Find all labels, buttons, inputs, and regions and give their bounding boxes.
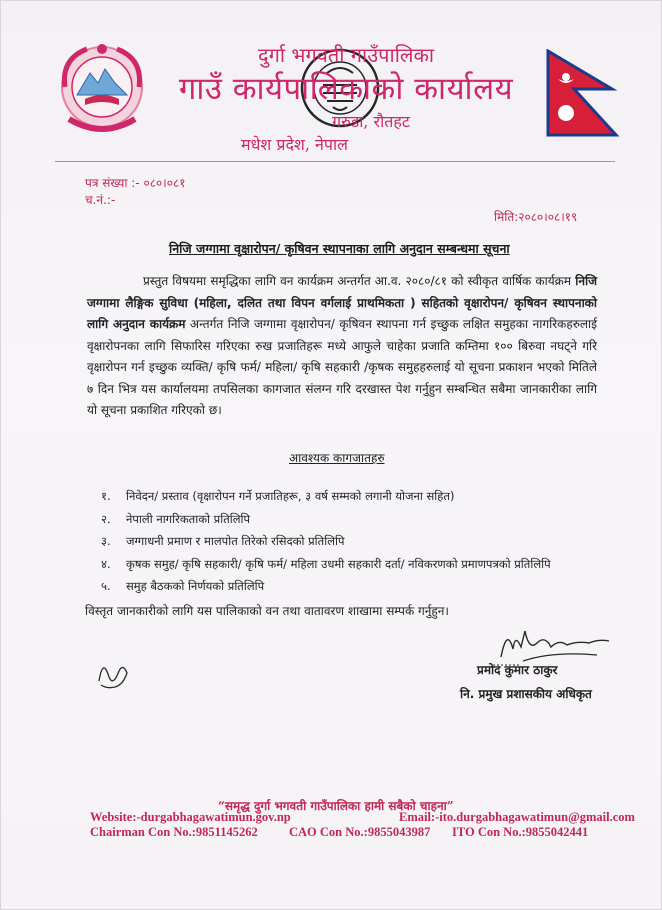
requirements-list (101, 485, 551, 598)
letter-date: मिति:२०८०।०८।१९ (494, 210, 578, 224)
dispatch-number: च.नं.:- (85, 193, 116, 207)
item-text: जग्गाधनी प्रमाण र मालपोत तिरेको रसिदको प्रतिलिपि (126, 534, 345, 548)
body-text: प्रस्तुत विषयमा समृद्धिका लागि वन कार्यक्रम अन्तर्गत आ.व. २०८०/८१ को स्वीकृत वार्षिक कार्यक्रम (143, 274, 576, 288)
notice-subject: निजि जग्गामा वृक्षारोपन/ कृषिवन स्थापनाका लागि अनुदान सम्बन्धमा सूचना (169, 241, 510, 256)
footer-slogan: “समृद्ध दुर्गा भगवती गाउँपालिका हामी सबैको चाहना” (218, 799, 454, 813)
office-name: गाउँ कार्यपालिकाको कार्यालय (178, 71, 514, 107)
footer-ito-contact: ITO Con No.:9855042441 (452, 825, 589, 839)
body-bold-text: निजि जग्गामा लैङ्गिक सुविधा (महिला, दलित तथा विपन वर्गलाई प्राथमिकता ) सहितको वृक्षारोपन/ कृषिवन स्थापनाको लागि अनुदान कार्यक्रम (87, 274, 597, 331)
list-item (101, 530, 551, 553)
notice-body (87, 271, 597, 422)
nepal-emblem-icon (57, 39, 147, 139)
letter-number: पत्र संख्या :- ०८०।०८१ (85, 176, 186, 190)
body-text: अन्तर्गत निजि जग्गामा वृक्षारोपन/ कृषिवन स्थापना गर्न इच्छुक लक्षित समुहका नागरिकहरुलाई वृक्षारोपनका लागि सिफारिस गरिएका रुख प्रजातिहरू मध्ये आफुले चाहेका प्रजाति कम्तिमा १०० बिरुवा नघट्ने गरि वृक्षारोपन गर्न इच्छुक व्यक्ति/ कृषि फर्म/ महिला/ कृषि सहकारी /कृषक समुहहरुलाई यो सूचना प्रकाशन भएको मितिले ७ दिन भित्र यस कार्यालयमा तपसिलका कागजात संलग्न गरि दरखास्त पेश गर्नुहुन सम्बन्धित सबैमा जानकारीका लागि यो सूचना प्रकाशित गरिएको छ। (87, 317, 598, 417)
initial-icon (93, 651, 133, 693)
item-text: कृषक समुह/ कृषि सहकारी/ कृषि फर्म/ महिला उधमी सहकारी दर्ता/ नविकरणको प्रमाणपत्रको प्रतिलिपि (126, 556, 551, 571)
header-divider (55, 161, 615, 162)
footer-email: Email:-ito.durgabhagawatimun@gmail.com (399, 810, 635, 824)
footer-chairman-contact: Chairman Con No.:9851145262 (90, 825, 258, 839)
item-number: २. (101, 511, 111, 526)
item-text: समुह बैठकको निर्णयको प्रतिलिपि (126, 579, 265, 593)
item-text: निवेदन/ प्रस्ताव (वृक्षारोपन गर्ने प्रजातिहरू, ३ वर्ष सम्मको लगानी योजना सहित) (126, 489, 455, 503)
item-number: ४. (101, 556, 111, 571)
list-item (101, 575, 551, 598)
list-item (101, 553, 551, 576)
list-item (101, 508, 551, 531)
office-address: गरुडा, रौतहट (332, 112, 410, 131)
footer-website: Website:-durgabhagawatimun.gov.np (90, 810, 291, 824)
nepal-flag-icon (544, 49, 622, 139)
item-number: ३. (101, 534, 111, 548)
requirements-title: आवश्यक कागजातहरु (289, 451, 385, 465)
closing-line: विस्तृत जानकारीको लागि यस पालिकाको वन तथा वातावरण शाखामा सम्पर्क गर्नुहुन। (85, 604, 449, 618)
signatory-designation: नि. प्रमुख प्रशासकीय अधिकृत (460, 687, 592, 701)
municipality-name: दुर्गा भगवती गाउँपालिका (257, 43, 434, 67)
footer-cao-contact: CAO Con No.:9855043987 (289, 825, 431, 839)
province-name: मधेश प्रदेश, नेपाल (241, 135, 348, 154)
item-text: नेपाली नागरिकताको प्रतिलिपि (126, 511, 251, 526)
item-number: ५. (101, 579, 111, 593)
list-item (101, 485, 551, 508)
item-number: १. (101, 489, 111, 503)
signatory-name: प्रमोद कुमार ठाकुर (477, 663, 558, 677)
